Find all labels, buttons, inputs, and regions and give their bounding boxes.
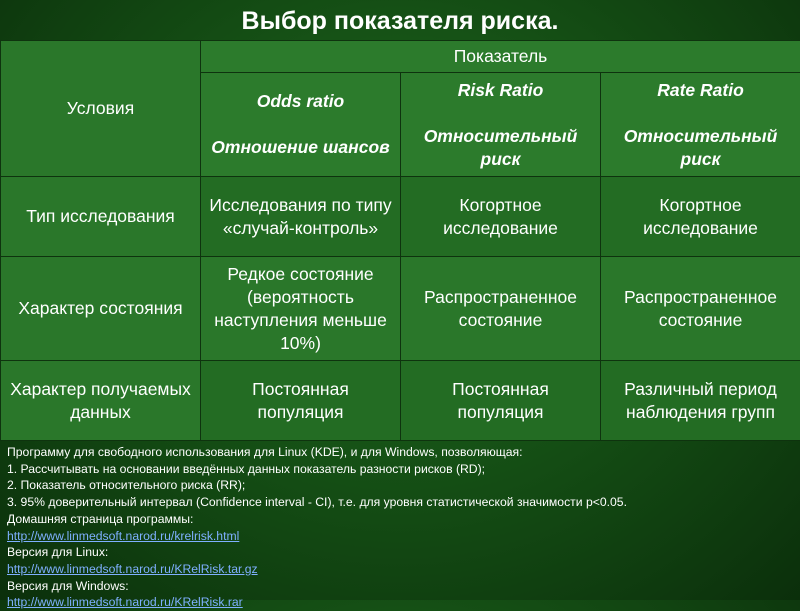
- row-label: Тип исследования: [1, 177, 201, 257]
- table-row: [1, 257, 800, 361]
- table-cell: Постоянная популяция: [201, 361, 401, 441]
- windows-version-link[interactable]: http://www.linmedsoft.narod.ru/KRelRisk.rar: [7, 595, 243, 609]
- table-cell: Постоянная популяция: [401, 361, 601, 441]
- table-cell: Редкое состояние (вероятность наступления меньше 10%): [201, 257, 401, 361]
- column-translation: Относительный риск: [407, 125, 594, 171]
- indicator-header: Показатель: [201, 41, 800, 73]
- table-row: [1, 177, 800, 257]
- column-translation: Отношение шансов: [207, 136, 394, 159]
- linux-version-label: Версия для Linux:: [7, 544, 797, 561]
- column-name: Risk Ratio: [407, 79, 594, 102]
- risk-indicator-table: [0, 40, 800, 441]
- notes-intro: Программу для свободного использования для Linux (KDE), и для Windows, позволяющая:: [7, 444, 797, 461]
- home-page-label: Домашняя страница программы:: [7, 511, 797, 528]
- header-row-indicator: [1, 41, 800, 73]
- notes-item: 1. Рассчитывать на основании введённых данных показатель разности рисков (RD);: [7, 461, 797, 478]
- table-cell: Различный период наблюдения групп: [601, 361, 800, 441]
- table-cell: Исследования по типу «случай-контроль»: [201, 177, 401, 257]
- column-name: Odds ratio: [207, 90, 394, 113]
- windows-version-label: Версия для Windows:: [7, 578, 797, 595]
- column-name: Rate Ratio: [607, 79, 794, 102]
- notes-item: 3. 95% доверительный интервал (Confidence interval - CI), т.е. для уровня статистической значимости p<0.05.: [7, 494, 797, 511]
- column-header-rate-ratio: [601, 73, 800, 177]
- table-row: [1, 361, 800, 441]
- column-header-odds-ratio: [201, 73, 401, 177]
- table-cell: Когортное исследование: [601, 177, 800, 257]
- program-notes: [7, 444, 797, 611]
- row-label: Характер состояния: [1, 257, 201, 361]
- linux-version-link[interactable]: http://www.linmedsoft.narod.ru/KRelRisk.tar.gz: [7, 562, 258, 576]
- slide-title: Выбор показателя риска.: [0, 4, 800, 38]
- notes-item: 2. Показатель относительного риска (RR);: [7, 477, 797, 494]
- column-translation: Относительный риск: [607, 125, 794, 171]
- table-cell: Когортное исследование: [401, 177, 601, 257]
- column-header-risk-ratio: [401, 73, 601, 177]
- home-page-link[interactable]: http://www.linmedsoft.narod.ru/krelrisk.html: [7, 529, 239, 543]
- table-cell: Распространенное состояние: [401, 257, 601, 361]
- row-label: Характер получаемых данных: [1, 361, 201, 441]
- conditions-header: Условия: [1, 41, 201, 177]
- table-cell: Распространенное состояние: [601, 257, 800, 361]
